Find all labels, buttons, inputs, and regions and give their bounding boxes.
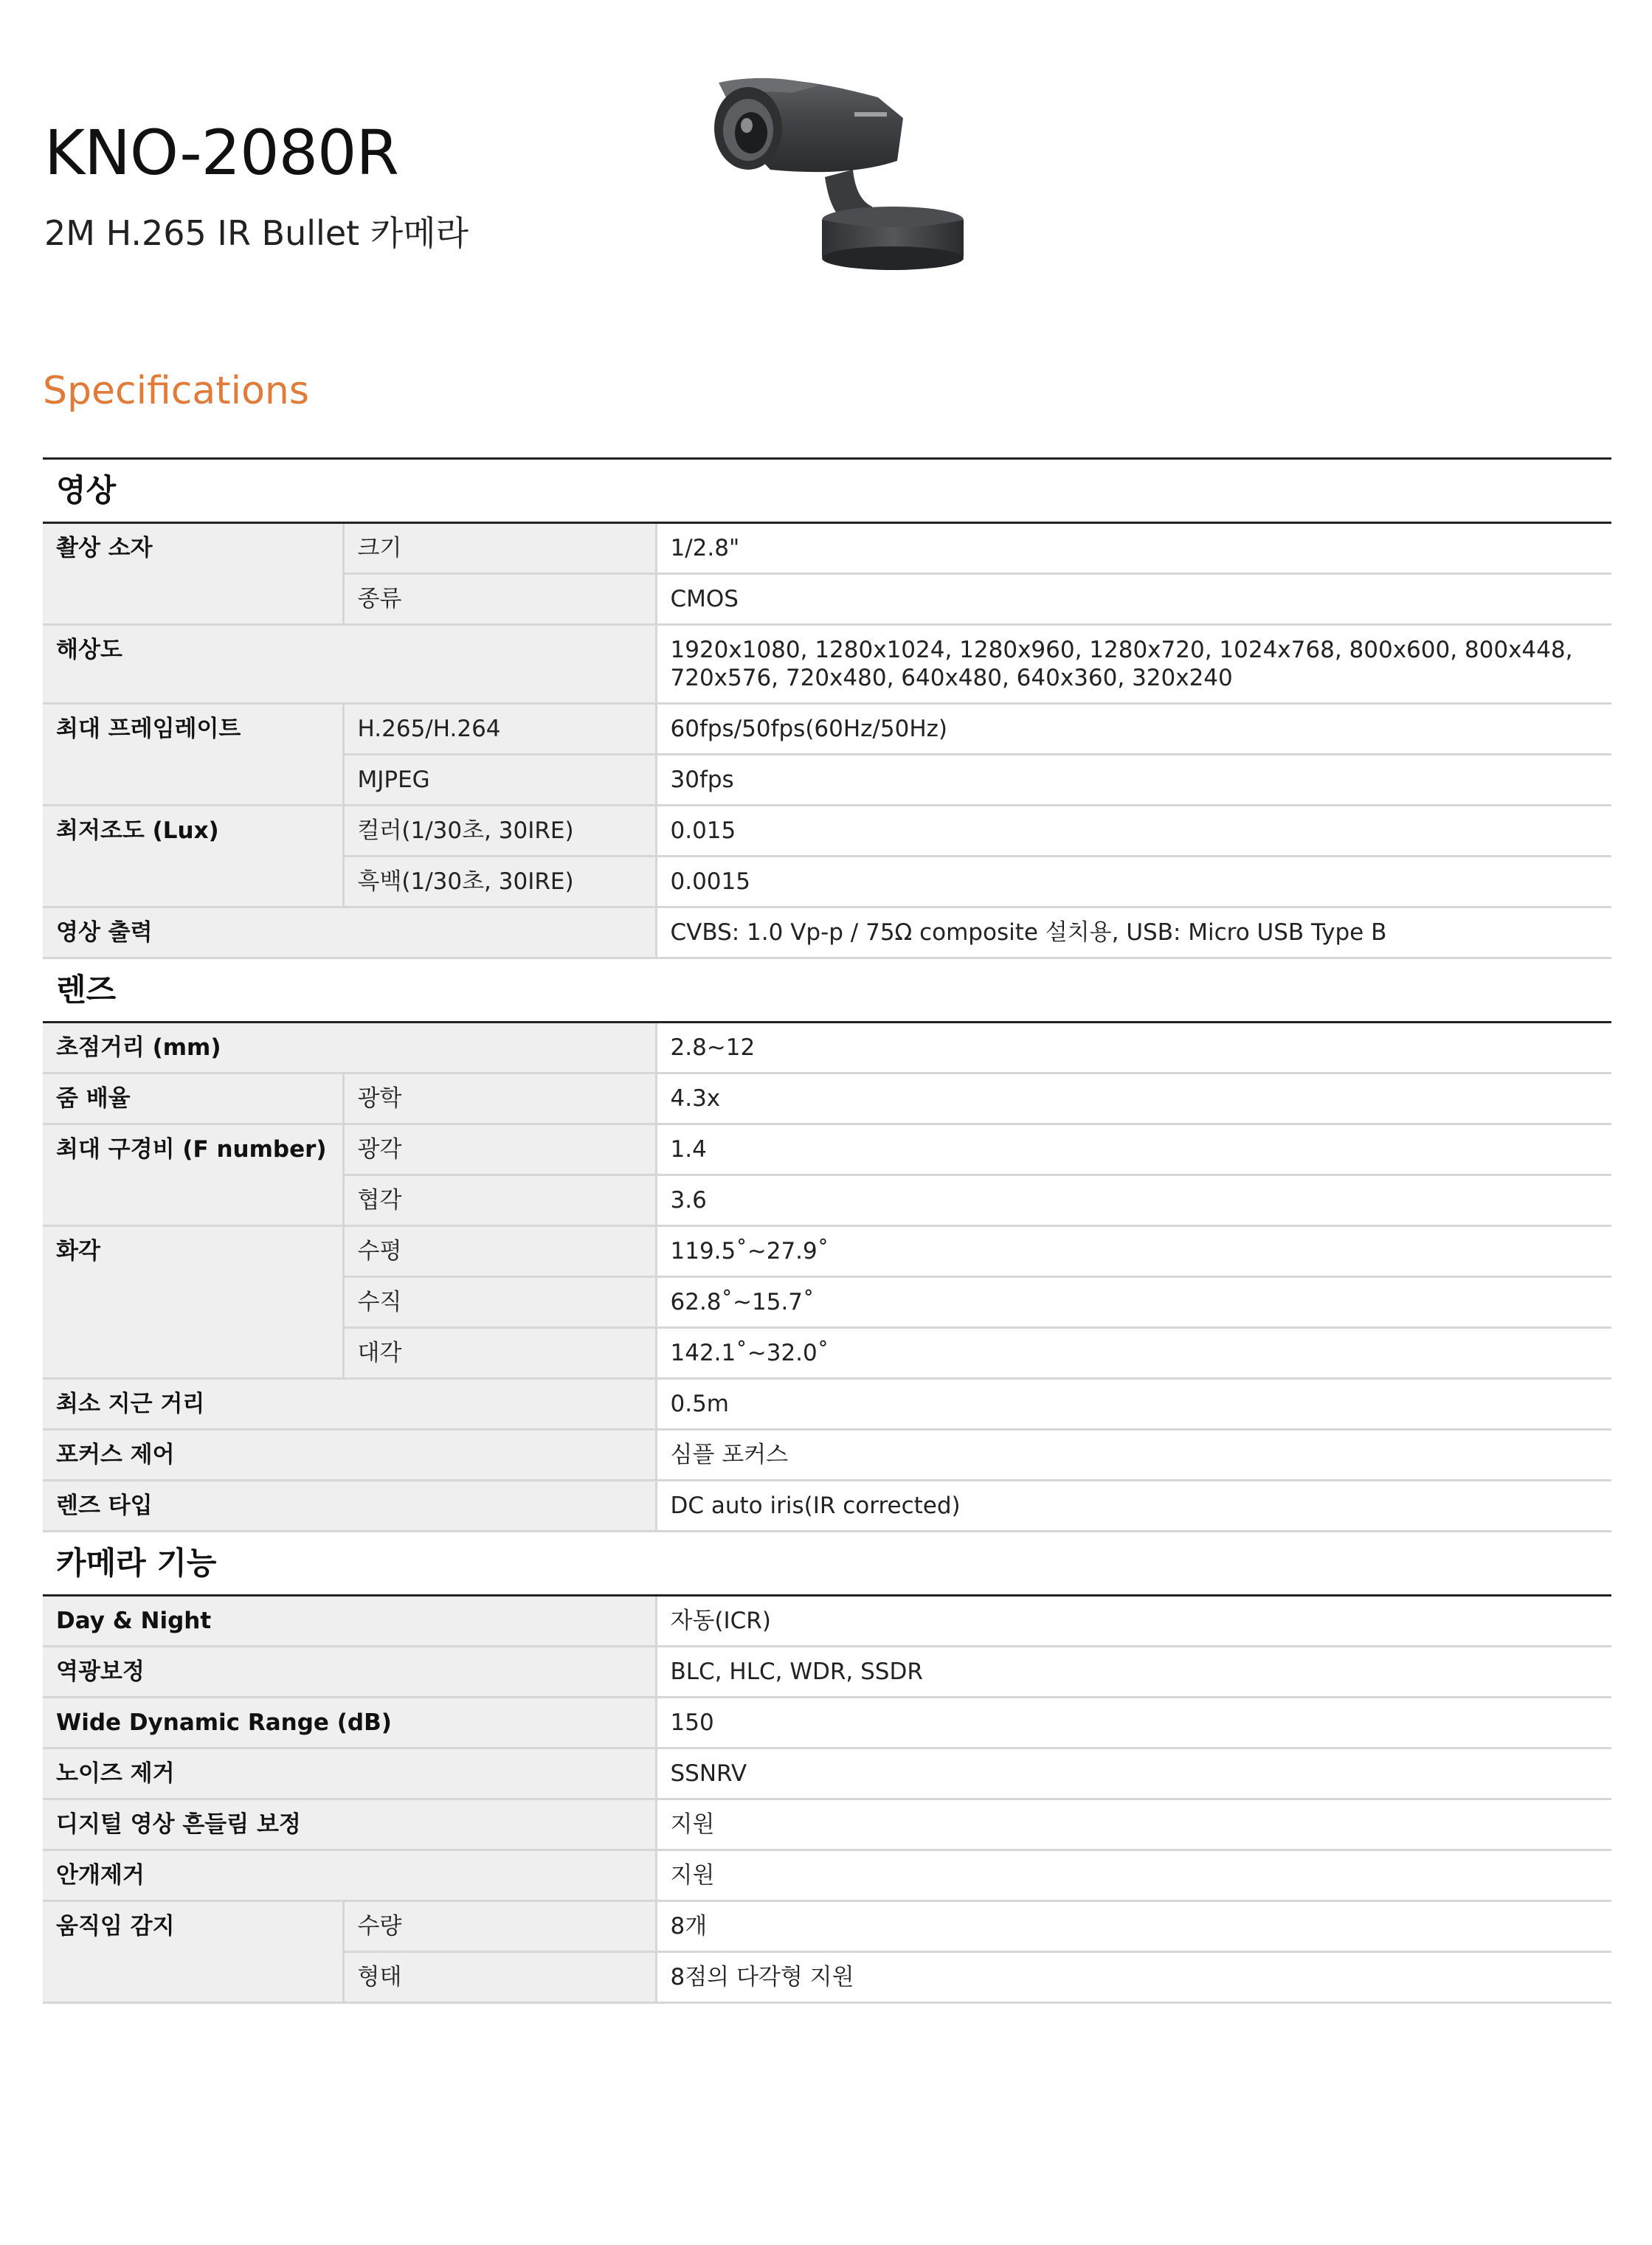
row-sublabel: 형태 [343,1952,656,2003]
row-sublabel: 광학 [343,1073,656,1124]
row-value: 지원 [656,1799,1611,1850]
table-row [43,1073,1611,1124]
bullet-camera-image [679,66,989,273]
row-sublabel: MJPEG [343,755,656,806]
row-value: 30fps [656,755,1611,806]
row-label: 영상 출력 [43,907,656,958]
row-value: 62.8˚~15.7˚ [656,1277,1611,1328]
row-label: 포커스 제어 [43,1430,656,1481]
specifications-heading: Specifications [43,369,309,413]
row-value: 심플 포커스 [656,1430,1611,1481]
row-label: 최대 프레임레이트 [43,704,343,806]
row-value: 8개 [656,1901,1611,1952]
row-value: SSNRV [656,1748,1611,1799]
row-sublabel: 크기 [343,523,656,574]
product-subtitle: 2M H.265 IR Bullet 카메라 [44,213,469,253]
row-sublabel: H.265/H.264 [343,704,656,755]
table-row [43,1023,1611,1073]
row-label: 화각 [43,1226,343,1379]
row-sublabel: 수직 [343,1277,656,1328]
row-sublabel: 수평 [343,1226,656,1277]
table-row [43,523,1611,574]
row-label: 노이즈 제거 [43,1748,656,1799]
row-value: 자동(ICR) [656,1596,1611,1647]
section-title: 렌즈 [43,958,1611,1023]
table-row [43,1596,1611,1647]
row-sublabel: 대각 [343,1328,656,1379]
table-row [43,1481,1611,1532]
table-row [43,806,1611,857]
row-label: 렌즈 타입 [43,1481,656,1532]
row-value: 지원 [656,1850,1611,1901]
table-row [43,1379,1611,1430]
row-value: 142.1˚~32.0˚ [656,1328,1611,1379]
section-header-camera-functions [43,1532,1611,1596]
row-sublabel: 수량 [343,1901,656,1952]
table-row [43,1748,1611,1799]
section-title: 영상 [43,459,1611,523]
product-title: KNO-2080R [44,117,398,189]
row-label: 최소 지근 거리 [43,1379,656,1430]
row-sublabel: 협각 [343,1175,656,1226]
row-value: CMOS [656,574,1611,625]
row-label: 안개제거 [43,1850,656,1901]
row-value: 0.015 [656,806,1611,857]
row-value: 0.0015 [656,857,1611,907]
row-value: 119.5˚~27.9˚ [656,1226,1611,1277]
row-value: BLC, HLC, WDR, SSDR [656,1647,1611,1698]
row-sublabel: 광각 [343,1124,656,1175]
row-label: 최저조도 (Lux) [43,806,343,907]
row-value: 3.6 [656,1175,1611,1226]
table-row [43,907,1611,958]
row-sublabel: 흑백(1/30초, 30IRE) [343,857,656,907]
row-value: 1.4 [656,1124,1611,1175]
table-row [43,1901,1611,1952]
row-label: Day & Night [43,1596,656,1647]
row-label: 해상도 [43,625,656,704]
row-label: 줌 배율 [43,1073,343,1124]
section-header-lens [43,958,1611,1023]
table-row [43,1647,1611,1698]
table-row [43,1698,1611,1748]
row-value: 60fps/50fps(60Hz/50Hz) [656,704,1611,755]
spec-table [43,457,1611,2004]
section-title: 카메라 기능 [43,1532,1611,1596]
row-value: 1920x1080, 1280x1024, 1280x960, 1280x720, 1024x768, 800x600, 800x448, 720x576, 720x480, 640x480, 640x360, 320x240 [656,625,1611,704]
row-value: 2.8~12 [656,1023,1611,1073]
row-value: 1/2.8" [656,523,1611,574]
row-sublabel: 컬러(1/30초, 30IRE) [343,806,656,857]
table-row [43,1850,1611,1901]
table-row [43,1430,1611,1481]
section-header-video [43,459,1611,523]
row-value: 150 [656,1698,1611,1748]
table-row [43,1799,1611,1850]
table-row [43,1226,1611,1277]
table-row [43,625,1611,704]
table-row [43,704,1611,755]
row-value: CVBS: 1.0 Vp-p / 75Ω composite 설치용, USB: Micro USB Type B [656,907,1611,958]
row-value: 4.3x [656,1073,1611,1124]
row-label: 움직임 감지 [43,1901,343,2003]
row-value: 8점의 다각형 지원 [656,1952,1611,2003]
row-label: 최대 구경비 (F number) [43,1124,343,1226]
row-label: 촬상 소자 [43,523,343,625]
row-label: 디지털 영상 흔들림 보정 [43,1799,656,1850]
row-value: 0.5m [656,1379,1611,1430]
row-sublabel: 종류 [343,574,656,625]
table-row [43,1124,1611,1175]
row-label: Wide Dynamic Range (dB) [43,1698,656,1748]
row-label: 역광보정 [43,1647,656,1698]
row-value: DC auto iris(IR corrected) [656,1481,1611,1532]
row-label: 초점거리 (mm) [43,1023,656,1073]
